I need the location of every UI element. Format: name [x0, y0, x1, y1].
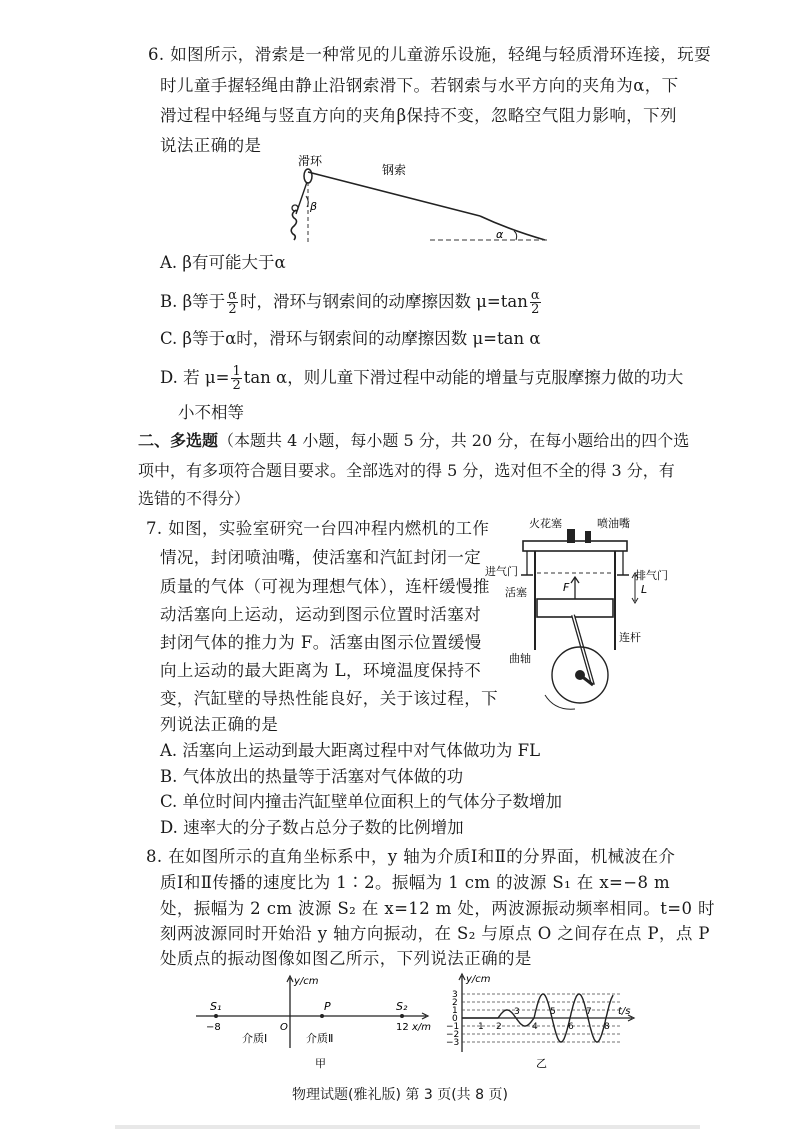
cable-line: [308, 172, 480, 216]
q6-line-3: 滑过程中轻绳与竖直方向的夹角β保持不变，忽略空气阻力影响，下列: [160, 106, 677, 125]
q7-line-7: 变，汽缸壁的导热性能良好，关于该过程，下: [160, 689, 498, 708]
s1-label: S₁: [210, 1000, 222, 1013]
section2-line-3: 选错的不得分）: [138, 489, 251, 508]
q8-figure-jia: [190, 972, 440, 1072]
s2-label: S₂: [396, 1000, 408, 1013]
jia-ylabel: y/cm: [294, 976, 319, 987]
q7-line-8: 列说法正确的是: [160, 715, 279, 734]
rod-label: 连杆: [619, 631, 641, 644]
rotation-arrow: [545, 695, 575, 709]
q8-line-5: 处质点的振动图像如图乙所示，下列说法正确的是: [160, 949, 532, 968]
page-footer: 物理试题(雅礼版) 第 3 页(共 8 页): [292, 1087, 508, 1103]
q7-line-4: 动活塞向上运动，运动到图示位置时活塞对: [160, 605, 482, 624]
q7-option-c: C. 单位时间内撞击汽缸壁单位面积上的气体分子数增加: [160, 792, 563, 811]
s1-point: [214, 1014, 218, 1018]
child-figure: [291, 210, 296, 240]
frac-alpha-over-2b: $\frac{\alpha}{2}$: [530, 288, 540, 317]
ring-shape: [304, 169, 312, 183]
injector-label: 喷油嘴: [597, 517, 630, 530]
exhaust-label: 排气门: [635, 569, 668, 582]
section2-header: 二、多选题（本题共 4 小题，每小题 5 分，共 20 分，在每小题给出的四个选: [138, 431, 690, 450]
x-neg8-label: −8: [206, 1022, 221, 1033]
cable-curve: [480, 216, 545, 240]
jia-xlabel: x/m: [412, 1022, 432, 1033]
q7-line-1: 7. 如图，实验室研究一台四冲程内燃机的工作: [146, 519, 490, 538]
ring-label: 滑环: [298, 154, 323, 168]
medium2-label: 介质Ⅱ: [306, 1032, 334, 1045]
q7-line-3: 质量的气体（可视为理想气体），连杆缓慢推: [160, 577, 490, 596]
beta-label: β: [310, 200, 318, 213]
q6-option-d-cont: 小不相等: [178, 403, 244, 422]
force-label: F: [563, 581, 570, 594]
q8-figure-yi: [440, 972, 640, 1072]
yi-ytick-2: 2: [452, 998, 458, 1008]
q6-option-a: A. β有可能大于α: [160, 253, 286, 272]
p-label: P: [324, 1000, 331, 1013]
q6-option-c: C. β等于α时，滑环与钢索间的动摩擦因数 μ=tan α: [160, 329, 541, 348]
crank-label: 曲轴: [509, 652, 531, 665]
q7-line-6: 向上运动的最大距离为 L，环境温度保持不: [160, 661, 482, 680]
yi-ttick-6: 6: [568, 1022, 574, 1032]
q6-zipline-figure: [270, 152, 560, 252]
alpha-arc: [514, 231, 517, 240]
yi-ylabel: y/cm: [466, 974, 491, 985]
yi-ytick-neg2: −2: [446, 1030, 460, 1040]
bottom-edge: [115, 1125, 700, 1129]
alpha-label: α: [496, 228, 504, 241]
yi-ttick-8: 8: [604, 1022, 610, 1032]
x-12-label: 12: [396, 1022, 409, 1033]
frac-alpha-over-2: $\frac{\alpha}{2}$: [228, 288, 237, 317]
yi-ttick-1: 1: [478, 1022, 484, 1032]
q7-option-b: B. 气体放出的热量等于活塞对气体做的功: [160, 767, 464, 786]
q8-line-1: 8. 在如图所示的直角坐标系中，y 轴为介质Ⅰ和Ⅱ的分界面，机械波在介: [146, 847, 676, 866]
spark-plug-body: [567, 529, 575, 543]
jia-caption: 甲: [315, 1057, 326, 1070]
p-point: [320, 1014, 324, 1018]
q7-option-d: D. 速率大的分子数占总分子数的比例增加: [160, 818, 464, 837]
frac-one-half: $\frac{1}{2}$: [232, 364, 241, 393]
q6-line-4: 说法正确的是: [160, 136, 262, 155]
q7-line-5: 封闭气体的推力为 F。活塞由图示位置缓慢: [160, 633, 482, 652]
s2-point: [400, 1014, 404, 1018]
yi-ttick-7: 7: [586, 1007, 592, 1017]
q6-option-d: D. 若 μ= $\frac{1}{2}$ tan α，则儿童下滑过程中动能的增量与克服摩擦力做的功大: [160, 364, 684, 393]
dist-label: L: [641, 583, 648, 596]
yi-ttick-2: 2: [496, 1022, 502, 1032]
medium1-label: 介质Ⅰ: [242, 1032, 268, 1045]
piston-label: 活塞: [505, 586, 527, 599]
q7-option-a: A. 活塞向上运动到最大距离过程中对气体做功为 FL: [160, 741, 541, 760]
spark-plug-label: 火花塞: [529, 517, 562, 530]
q8-line-4: 刻两波源同时开始沿 y 轴方向振动，在 S₂ 与原点 O 之间存在点 P，点 P: [160, 924, 710, 943]
section2-line-2: 项中，有多项符合题目要求。全部选对的得 5 分，选对但不全的得 3 分，有: [138, 461, 675, 480]
q6-line-1: 6. 如图所示，滑索是一种常见的儿童游乐设施，轻绳与轻质滑环连接，玩耍: [148, 45, 711, 64]
q8-line-3: 处，振幅为 2 cm 波源 S₂ 在 x=12 m 处，两波源振动频率相同。t=0 时: [160, 899, 715, 918]
intake-label: 进气门: [485, 565, 518, 578]
yi-ttick-3: 3: [514, 1007, 520, 1017]
piston-shape: [537, 599, 613, 617]
yi-ytick-1: 1: [452, 1006, 458, 1016]
q7-line-2: 情况，封闭喷油嘴，使活塞和汽缸封闭一定: [160, 548, 482, 567]
injector-body: [585, 531, 591, 543]
cable-label: 钢索: [382, 163, 407, 177]
yi-xlabel: t/s: [618, 1006, 631, 1017]
q8-line-2: 质Ⅰ和Ⅱ传播的速度比为 1∶2。振幅为 1 cm 的波源 S₁ 在 x=−8 m: [160, 873, 671, 892]
q6-option-b: B. β等于 $\frac{\alpha}{2}$ 时，滑环与钢索间的动摩擦因数 μ=tan $\frac{\alpha}{2}$: [160, 288, 540, 317]
yi-ytick-neg3: −3: [446, 1038, 460, 1048]
yi-caption: 乙: [536, 1057, 547, 1070]
yi-ttick-5: 5: [550, 1007, 556, 1017]
q7-engine-figure: [485, 515, 685, 725]
yi-ttick-4: 4: [532, 1022, 538, 1032]
q6-line-2: 时儿童手握轻绳由静止沿钢索滑下。若钢索与水平方向的夹角为α，下: [160, 76, 679, 95]
yi-ytick-neg1: −1: [446, 1022, 460, 1032]
yi-ytick-3: 3: [452, 990, 458, 1000]
origin-label: O: [280, 1022, 288, 1033]
yi-ytick-0: 0: [452, 1014, 458, 1024]
